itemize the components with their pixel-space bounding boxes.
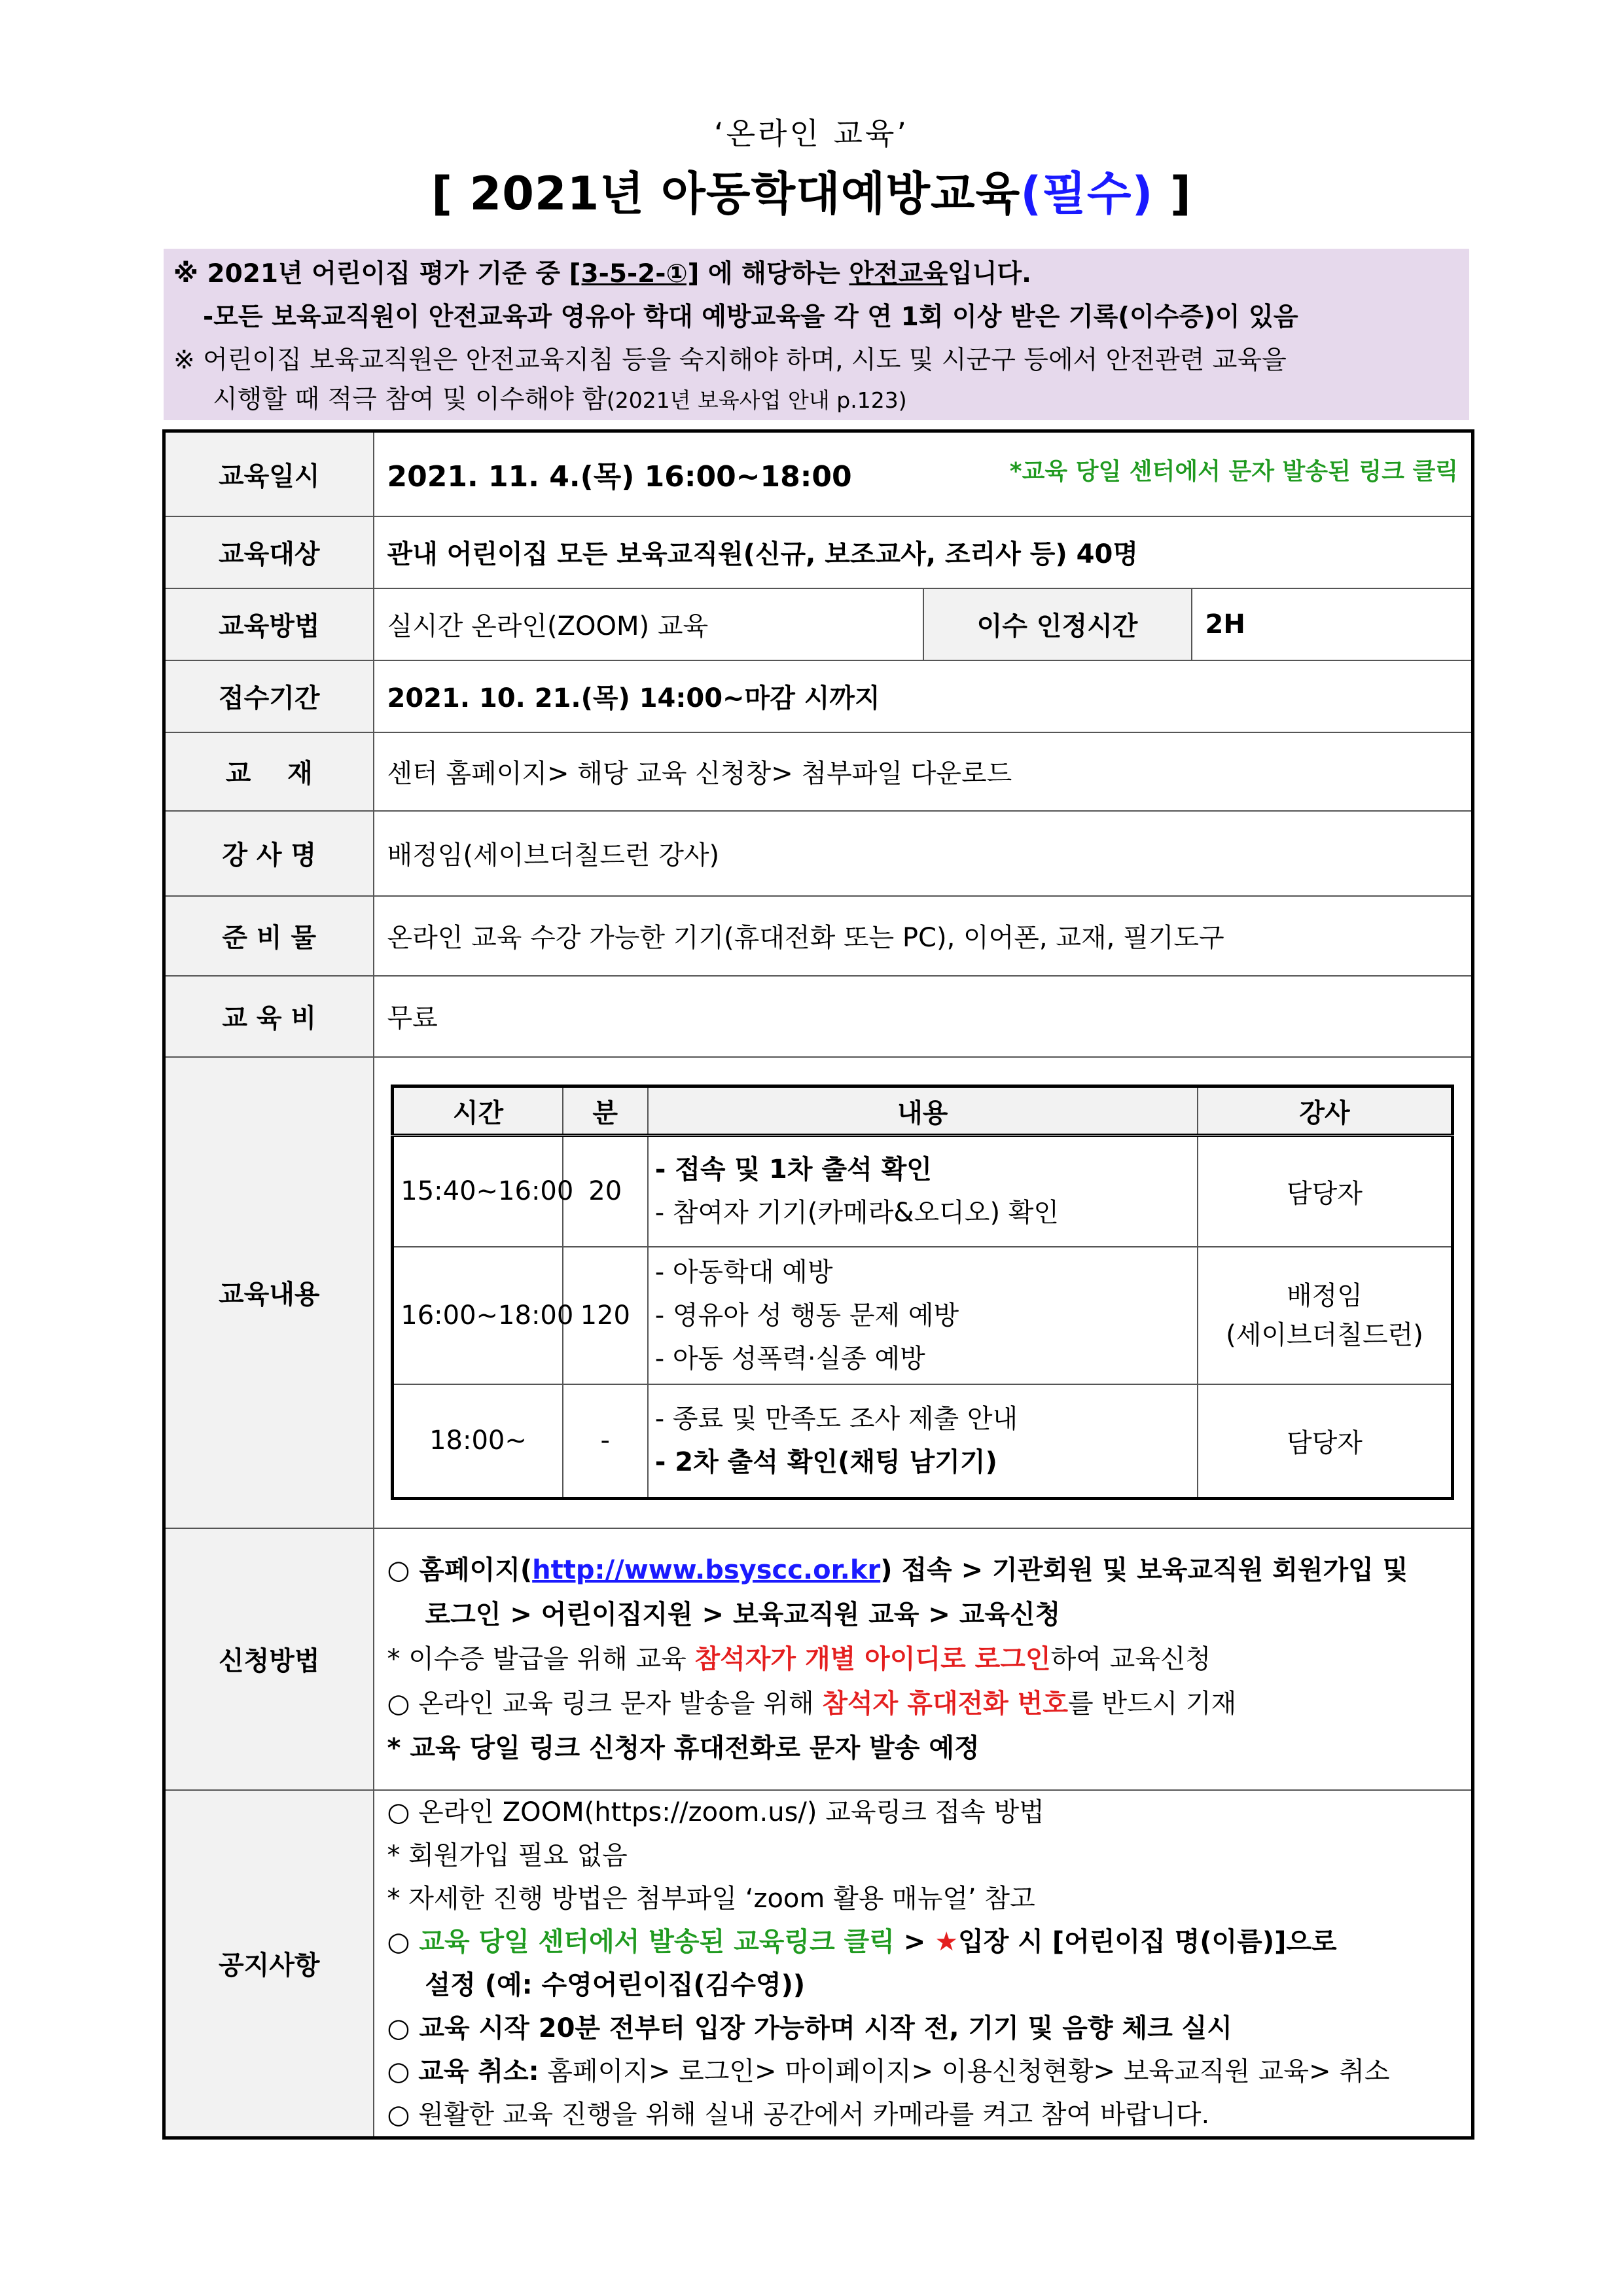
apply-label: 신청방법 — [164, 1528, 374, 1790]
apply-line-5: * 교육 당일 링크 신청자 휴대전화로 문자 발송 예정 — [387, 1732, 980, 1763]
star-icon: ★ — [935, 1926, 959, 1957]
apply-line-3-b: 하여 교육신청 — [1050, 1643, 1211, 1674]
material-label: 교 재 — [164, 732, 374, 811]
notice-line-4-ref: (2021년 보육사업 안내 p.123) — [606, 387, 907, 413]
notice-line-1-text: ※ 2021년 어린이집 평가 기준 중 — [173, 259, 569, 289]
schedule-content — [648, 1384, 1198, 1499]
schedule-item: - 종료 및 만족도 조사 제출 안내 — [654, 1404, 1018, 1435]
notice-line-1 — [173, 253, 1031, 295]
schedule-item: - 2차 출석 확인(채팅 남기기) — [654, 1447, 997, 1478]
target-value: 관내 어린이집 모든 보육교직원(신규, 보조교사, 조리사 등) 40명 — [374, 516, 1473, 588]
row-target — [164, 516, 1473, 588]
date-label: 교육일시 — [164, 431, 374, 516]
date-value: 2021. 11. 4.(목) 16:00~18:00 — [387, 460, 852, 494]
method-label: 교육방법 — [164, 588, 374, 660]
schedule-row — [393, 1247, 1453, 1384]
apply-line-1 — [387, 1548, 1459, 1592]
material-value: 센터 홈페이지> 해당 교육 신청창> 첨부파일 다운로드 — [374, 732, 1473, 811]
period-value: 2021. 10. 21.(목) 14:00~마감 시까지 — [374, 660, 1473, 732]
schedule-time: 15:40~16:00 — [393, 1136, 563, 1247]
schedule-minutes: 20 — [563, 1136, 648, 1247]
notes-line-7 — [387, 2050, 1459, 2093]
schedule-time: 18:00~ — [393, 1384, 563, 1499]
notes-line-7-b: 홈페이지> 로그인> 마이페이지> 이용신청현황> 보육교직원 교육> 취소 — [539, 2056, 1390, 2087]
schedule-row — [393, 1384, 1453, 1499]
schedule-header-row — [393, 1086, 1453, 1136]
schedule-item: - 아동학대 예방 — [654, 1257, 833, 1287]
target-label: 교육대상 — [164, 516, 374, 588]
header-time: 시간 — [393, 1086, 563, 1136]
period-label: 접수기간 — [164, 660, 374, 732]
apply-line-3-red: 참석자가 개별 아이디로 로그인 — [694, 1643, 1051, 1674]
row-lecturer — [164, 811, 1473, 896]
notes-line-4-green: 교육 당일 센터에서 발송된 교육링크 클릭 — [419, 1926, 895, 1957]
content-cell — [374, 1057, 1473, 1528]
notes-line-4-c: 입장 시 [어린이집 명(이름)]으로 — [958, 1926, 1337, 1957]
notes-line-7-a: ○ — [387, 2056, 419, 2087]
notice-line-1-end: 입니다. — [948, 259, 1031, 289]
apply-line-2: 로그인 > 어린이집지원 > 보육교직원 교육 > 교육신청 — [425, 1599, 1061, 1630]
schedule-content — [648, 1247, 1198, 1384]
method-value: 실시간 온라인(ZOOM) 교육 — [374, 588, 923, 660]
row-apply — [164, 1528, 1473, 1790]
schedule-lecturer — [1198, 1247, 1453, 1384]
prep-label: 준 비 물 — [164, 896, 374, 976]
online-education-label: ‘온라인 교육’ — [713, 116, 910, 151]
row-fee — [164, 976, 1473, 1057]
apply-line-3 — [387, 1637, 1459, 1681]
notes-line-4-a: ○ — [387, 1926, 419, 1957]
title-main: [ 2021년 아동학대예방교육 — [431, 167, 1021, 221]
apply-line-4-a: ○ 온라인 교육 링크 문자 발송을 위해 — [387, 1688, 823, 1719]
title-suffix: ] — [1153, 167, 1192, 221]
notes-line-1: ○ 온라인 ZOOM(https://zoom.us/) 교육링크 접속 방법 — [387, 1797, 1044, 1827]
notes-line-6: ○ 교육 시작 20분 전부터 입장 가능하며 시작 전, 기기 및 음향 체크 실시 — [387, 2013, 1232, 2043]
notes-line-5: 설정 (예: 수영어린이집(김수영)) — [425, 1969, 806, 2000]
notice-safety-education: 안전교육 — [849, 259, 948, 289]
title-required-tag: (필수) — [1020, 167, 1154, 221]
schedule-lecturer: 담당자 — [1198, 1384, 1453, 1499]
lecturer-name: 배정임 — [1287, 1280, 1363, 1311]
row-material — [164, 732, 1473, 811]
apply-cell — [374, 1528, 1473, 1790]
notes-cell — [374, 1790, 1473, 2138]
schedule-item: - 참여자 기기(카메라&오디오) 확인 — [654, 1198, 1060, 1229]
notes-line-4-b: > — [894, 1926, 935, 1957]
credit-value: 2H — [1192, 588, 1473, 660]
lecturer-org: (세이브더칠드런) — [1226, 1319, 1423, 1350]
notice-line-4-text: 시행할 때 적극 참여 및 이수해야 함 — [213, 385, 607, 414]
schedule-item: - 영유아 성 행동 문제 예방 — [654, 1300, 959, 1331]
schedule-lecturer: 담당자 — [1198, 1136, 1453, 1247]
row-notes — [164, 1790, 1473, 2138]
notice-line-3: ※ 어린이집 보육교직원은 안전교육지침 등을 숙지해야 하며, 시도 및 시군구 등에서 안전관련 교육을 — [173, 346, 1287, 375]
date-cell — [374, 431, 1473, 516]
credit-label: 이수 인정시간 — [923, 588, 1192, 660]
notes-line-8: ○ 원활한 교육 진행을 위해 실내 공간에서 카메라를 켜고 참여 바랍니다. — [387, 2099, 1210, 2130]
fee-label: 교 육 비 — [164, 976, 374, 1057]
page-title — [0, 157, 1623, 223]
notes-line-4 — [387, 1920, 1459, 1964]
notes-line-3: * 자세한 진행 방법은 첨부파일 ‘zoom 활용 매뉴얼’ 참고 — [387, 1883, 1035, 1914]
fee-value: 무료 — [374, 976, 1473, 1057]
row-method — [164, 588, 1473, 660]
schedule-time: 16:00~18:00 — [393, 1247, 563, 1384]
content-label: 교육내용 — [164, 1057, 374, 1528]
notes-label: 공지사항 — [164, 1790, 374, 2138]
lecturer-value: 배정임(세이브더칠드런 강사) — [374, 811, 1473, 896]
date-note: *교육 당일 센터에서 문자 발송된 링크 클릭 — [1009, 458, 1458, 486]
notes-line-7-bold: 교육 취소: — [418, 2056, 539, 2087]
evaluation-notice — [164, 249, 1469, 420]
notice-line-4 — [213, 378, 907, 422]
notice-criteria-code: [3-5-2-①] — [569, 259, 700, 289]
schedule-table — [391, 1085, 1454, 1500]
lecturer-label: 강 사 명 — [164, 811, 374, 896]
schedule-minutes: - — [563, 1384, 648, 1499]
schedule-content — [648, 1136, 1198, 1247]
apply-line-1-a: ○ 홈페이지( — [387, 1554, 533, 1585]
row-prep — [164, 896, 1473, 976]
notice-line-1-mid: 에 해당하는 — [699, 259, 849, 289]
header-minutes: 분 — [563, 1086, 648, 1136]
schedule-item: - 접속 및 1차 출석 확인 — [654, 1155, 932, 1185]
notes-line-2: * 회원가입 필요 없음 — [387, 1840, 628, 1871]
apply-line-1-b: ) 접속 > 기관회원 및 보육교직원 회원가입 및 — [880, 1554, 1408, 1585]
header-lecturer: 강사 — [1198, 1086, 1453, 1136]
row-date — [164, 431, 1473, 516]
schedule-item: - 아동 성폭력·실종 예방 — [654, 1343, 925, 1374]
row-period — [164, 660, 1473, 732]
schedule-minutes: 120 — [563, 1247, 648, 1384]
notice-line-2: -모든 보육교직원이 안전교육과 영유아 학대 예방교육을 각 연 1회 이상 받은 기록(이수증)이 있음 — [203, 302, 1298, 332]
apply-line-4 — [387, 1681, 1459, 1726]
apply-line-3-a: * 이수증 발급을 위해 교육 — [387, 1643, 695, 1674]
prep-value: 온라인 교육 수강 가능한 기기(휴대전화 또는 PC), 이어폰, 교재, 필기도구 — [374, 896, 1473, 976]
apply-line-4-red: 참석자 휴대전화 번호 — [822, 1688, 1068, 1719]
schedule-row — [393, 1136, 1453, 1247]
education-info-table — [162, 429, 1474, 2140]
row-content — [164, 1057, 1473, 1528]
homepage-link[interactable]: http://www.bsyscc.or.kr — [532, 1554, 881, 1585]
apply-line-4-b: 를 반드시 기재 — [1068, 1688, 1237, 1719]
header-content: 내용 — [648, 1086, 1198, 1136]
